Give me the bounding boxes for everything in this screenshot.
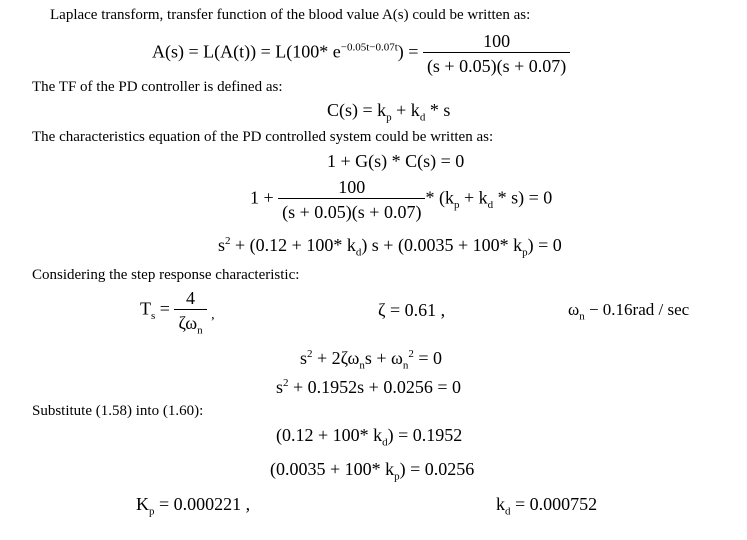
eq9-sub: p (394, 470, 400, 483)
ts-den-text: ζω (178, 313, 198, 333)
eq7-part: s (276, 377, 284, 397)
ts-comma: , (211, 307, 215, 323)
ts-sub: s (151, 310, 156, 323)
omega-part: − 0.16rad / sec (584, 300, 690, 319)
intro-text: Laplace transform, transfer function of the blood value A(s) could be written as: (50, 7, 531, 23)
eq6-sub: n (359, 359, 365, 372)
eq9-part: ) = 0.0256 (399, 459, 475, 479)
equation-zeta: ζ = 0.61 , (378, 300, 446, 320)
eq1-fraction (423, 30, 570, 77)
equation-pd-controller (327, 99, 451, 124)
omega-sub: n (579, 310, 585, 323)
eq6-part: s (300, 348, 308, 368)
eq6-sup: 2 (307, 348, 313, 360)
eq5-part: s (218, 235, 226, 255)
eq5-sub-p: p (522, 246, 528, 259)
eq4-sub-d: d (487, 199, 494, 212)
eq4-denominator: (s + 0.05)(s + 0.07) (278, 198, 425, 223)
eq1-close: ) = (397, 41, 419, 62)
eq1-denominator: (s + 0.05)(s + 0.07) (423, 52, 570, 77)
eq1-numerator: 100 (483, 31, 511, 51)
eq4-part: + k (459, 187, 488, 208)
eq7-sup: 2 (283, 377, 289, 389)
ts-part: = (155, 298, 170, 319)
eq6-sup: 2 (408, 348, 414, 360)
ts-fraction (174, 287, 206, 337)
result-kp (136, 493, 251, 518)
eq4-part: 1 + (250, 187, 274, 208)
omega-part: ω (568, 300, 580, 319)
result-kd (496, 493, 598, 518)
eq4-fraction (278, 176, 425, 223)
eq8-part: (0.12 + 100* k (276, 425, 383, 445)
kd-sub: d (505, 505, 511, 518)
eq6-part: + 2ζω (312, 348, 360, 368)
eq5-sub-d: d (355, 246, 362, 259)
eq6-sub: n (402, 359, 409, 372)
eq1-lhs: A(s) = L(A(t)) = L(100* e (152, 41, 341, 62)
equation-standard-form (300, 347, 442, 372)
eq2-part: * s (425, 100, 451, 120)
eq8-part: ) = 0.1952 (387, 425, 463, 445)
characteristic-text: The characteristics equation of the PD controlled system could be written as: (32, 129, 494, 145)
equation-laplace (152, 30, 570, 77)
substitute-text: Substitute (1.58) into (1.60): (32, 403, 204, 419)
ts-numerator: 4 (186, 288, 196, 308)
eq4-part: * s) = 0 (493, 187, 553, 208)
eq5-sup: 2 (225, 235, 231, 247)
eq1-exponent: −0.05t−0.07t (340, 41, 398, 54)
equation-expanded (250, 176, 552, 223)
eq6-part: s + ω (364, 348, 403, 368)
eq4-sub-p: p (453, 199, 460, 212)
ts-part: T (140, 298, 151, 319)
equation-numeric-form (276, 376, 461, 398)
equation-closed-loop: 1 + G(s) * C(s) = 0 (327, 151, 465, 171)
eq5-part: ) s + (0.0035 + 100* k (361, 235, 523, 255)
eq7-part: + 0.1952s + 0.0256 = 0 (288, 377, 461, 397)
eq2-sub-d: d (419, 111, 426, 124)
kp-part: = 0.000221 , (154, 494, 251, 514)
eq9-part: (0.0035 + 100* k (270, 459, 395, 479)
equation-polynomial (218, 234, 562, 259)
equation-omega (568, 299, 689, 321)
step-response-text: Considering the step response characteristic: (32, 267, 300, 283)
eq4-part: * (k (425, 187, 454, 208)
eq6-part: = 0 (413, 348, 442, 368)
equation-kp-solve (270, 458, 475, 483)
eq2-sub-p: p (386, 111, 392, 124)
eq5-part: ) = 0 (527, 235, 562, 255)
eq2-part: C(s) = k (327, 100, 387, 120)
kp-sub: p (149, 505, 155, 518)
kd-part: = 0.000752 (510, 494, 598, 514)
eq8-sub: d (382, 436, 388, 449)
eq5-part: + (0.12 + 100* k (230, 235, 356, 255)
kp-part: K (136, 494, 149, 514)
equation-kd-solve (276, 424, 463, 449)
ts-den-sub: n (197, 324, 203, 337)
pd-definition-text: The TF of the PD controller is defined as: (32, 79, 283, 95)
equation-settling-time (140, 287, 215, 337)
eq4-numerator: 100 (338, 177, 366, 197)
eq2-part: + k (391, 100, 420, 120)
ts-denominator (174, 309, 206, 337)
kd-part: k (496, 494, 505, 514)
